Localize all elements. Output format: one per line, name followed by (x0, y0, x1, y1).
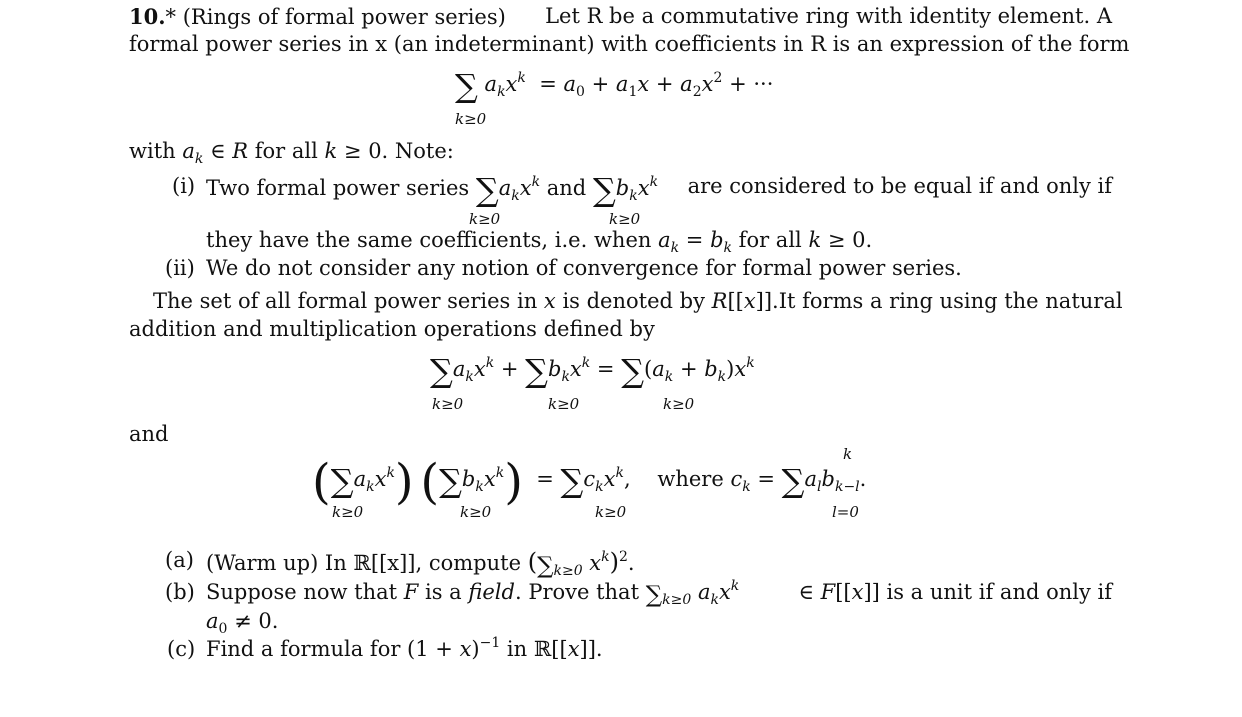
sum-limit: k≥0 (460, 503, 492, 521)
display-equation-1: ∑ $a_kx^k = a_0 + a_1x + a_2x^2$ + ··· (455, 67, 774, 105)
sum-limit: k≥0 (548, 395, 580, 413)
with-condition-line: with $a_k$ ∈ R for all k ≥ 0. Note: (129, 139, 454, 167)
note-ii-label: (ii) (165, 256, 195, 280)
part-a-text: (Warm up) In ℝ[[x]], compute ($\sum_{k\ge 0}$ $x^k)^2$. (206, 548, 635, 579)
part-c-text: Find a formula for $(1 + x)^{-1}$ in ℝ[[x]]. (206, 635, 603, 661)
problem-star: * (165, 5, 177, 29)
problem-intro-line2: formal power series in x (an indeterminant) with coefficients in R is an expression of the form (129, 32, 1130, 56)
and-word: and (129, 422, 169, 446)
problem-header-line (129, 4, 1112, 30)
sum-limit: l=0 (832, 503, 859, 521)
part-c-label: (c) (167, 637, 196, 661)
sum-limit: k≥0 (455, 110, 487, 128)
sum-limit: k≥0 (432, 395, 464, 413)
sum-symbol: ∑ (455, 67, 478, 105)
note-ii-text: We do not consider any notion of convergence for formal power series. (206, 256, 962, 280)
display-equation-addition: $\sum a_kx^k + \sum b_kx^k = \sum(a_k + b_k)x^k$ (430, 352, 755, 390)
sum-limit: k≥0 (663, 395, 695, 413)
part-b-label: (b) (165, 580, 195, 604)
sum-limit: k≥0 (609, 210, 641, 228)
sum-limit: k≥0 (595, 503, 627, 521)
problem-number: 10. (129, 4, 166, 29)
display-equation-multiplication: $(\sum a_kx^k) (\sum b_kx^k) = \sum c_kx^k$, where $c_k = \sum a_lb_{k-l}$. (312, 454, 867, 510)
ring-paragraph-line2: addition and multiplication operations defined by (129, 317, 655, 341)
note-i-line: Two formal power series $\sum a_kx^k$ and $\sum b_kx^k$ are considered to be equal if and only if (206, 171, 1112, 209)
note-i-label: (i) (172, 174, 196, 198)
ring-paragraph-line1: The set of all formal power series in x is denoted by R[[x]]. It forms a ring using the natural (153, 289, 1123, 313)
part-a-label: (a) (165, 548, 194, 572)
problem-intro-line1: Let R be a commutative ring with identity element. A (545, 4, 1112, 28)
sum-limit: k≥0 (332, 503, 364, 521)
sum-upper-limit: k (843, 445, 853, 463)
sum-limit: k≥0 (469, 210, 501, 228)
part-b-continuation: $a_0 \ne 0$. (206, 609, 279, 637)
note-i-continuation: they have the same coefficients, i.e. when $a_k = b_k$ for all k ≥ 0. (206, 228, 873, 256)
problem-title: (Rings of formal power series) (182, 5, 506, 29)
part-b-line: Suppose now that F is a field. Prove that $\sum_{k\ge 0}$ $a_kx^k$ ∈ F[[x]] is a unit if and only if (206, 578, 1112, 608)
